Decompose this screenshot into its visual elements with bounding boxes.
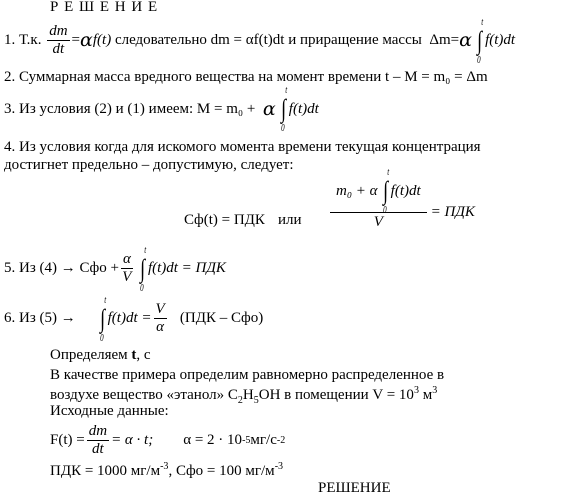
integral-lower-limit: 0	[139, 282, 144, 294]
fraction-denominator: V	[122, 269, 132, 285]
item-2: 2. Суммарная масса вредного вещества на момент времени t – M = m₀ = Δm	[4, 69, 488, 85]
alpha-symbol: α	[80, 29, 93, 51]
item-5-rhs: f(t)dt = ПДК	[147, 260, 226, 276]
fraction-denominator: V	[373, 214, 383, 230]
fraction-denominator: dt	[92, 441, 104, 457]
or-word: или	[278, 212, 302, 228]
integral-upper-limit: t	[103, 294, 106, 306]
pdk-value: ПДК = 1000 мг/м	[50, 463, 161, 479]
integral-sign: ∫ t 0	[139, 244, 147, 294]
item-1-middle-text: следовательно dm = αf(t)dt и приращение массы	[114, 32, 422, 48]
alpha-over-v-fraction	[121, 252, 133, 285]
superscript: 3	[432, 385, 438, 396]
subscript: 5	[253, 395, 259, 406]
example-text: OH в помещении V = 10	[258, 387, 414, 403]
integral-lower-limit: 0	[382, 205, 387, 216]
item-3-text: 3. Из условия (2) и (1) имеем: M = m₀ +	[4, 100, 256, 117]
superscript: -3	[274, 461, 284, 472]
v-over-alpha-fraction	[154, 302, 167, 335]
function-ft: f(t)	[92, 32, 112, 48]
ft-line	[50, 424, 285, 457]
define-variable: t	[131, 347, 137, 363]
integral-lower-limit: 0	[280, 123, 285, 134]
numerator-text: m₀ + α	[336, 182, 378, 199]
integrand: f(t)dt	[288, 100, 319, 117]
fraction-numerator: dm	[49, 23, 68, 39]
item-5	[4, 244, 226, 294]
item-1-tk: Т.к.	[19, 32, 42, 48]
integral-lower-limit: 0	[477, 54, 481, 66]
fraction-numerator: α	[122, 251, 131, 267]
ft-rhs: = α · t;	[111, 432, 154, 448]
fraction-numerator: dm	[88, 423, 108, 439]
fraction-numerator: V	[155, 301, 165, 317]
subscript: 2	[237, 395, 243, 406]
integral-sign: ∫ t 0	[382, 167, 389, 216]
example-text: м	[418, 387, 433, 403]
dm-dt-fraction	[47, 24, 69, 57]
define-suffix: , c	[136, 347, 151, 363]
equals-sign: =	[71, 32, 81, 48]
concentration-fraction	[330, 167, 475, 230]
ft-lhs: F(t) =	[50, 432, 85, 448]
example-text: воздухе вещество «этанол» C	[50, 387, 238, 403]
pdk-line	[50, 462, 283, 479]
integral-sign: ∫ t 0	[99, 294, 106, 344]
dm-dt-fraction	[87, 424, 109, 457]
integral-upper-limit: t	[481, 16, 484, 28]
item-5-lead: 5. Из (4) → Cфо +	[4, 260, 119, 276]
superscript: -5	[242, 434, 251, 446]
fraction-numerator	[330, 167, 427, 216]
integral-upper-limit: t	[144, 244, 147, 256]
equals-pdk: = ПДК	[430, 203, 475, 220]
alpha-unit: мг/с	[250, 432, 277, 448]
integral-sign: ∫ t 0	[477, 16, 484, 66]
define-t-line	[50, 348, 151, 363]
page-title: Р Е Ш Е Н И Е	[50, 0, 159, 15]
alpha-symbol: α	[262, 97, 276, 120]
integrand: f(t)dt	[485, 32, 516, 48]
item-6-mid: f(t)dt =	[107, 310, 152, 326]
initial-data-heading: Исходные данные:	[50, 403, 169, 419]
alpha-symbol: α	[459, 29, 472, 51]
cfo-value: , Cфо = 100 мг/м	[168, 463, 275, 479]
item-6	[4, 294, 264, 344]
integral-upper-limit: t	[386, 167, 389, 178]
alpha-value: α = 2 · 10	[183, 432, 243, 448]
item-4-line-1: 4. Из условия когда для искомого момента времени текущая концентрация	[4, 139, 481, 155]
item-6-rhs: (ПДК – Cфо)	[179, 310, 264, 326]
example-text: H	[242, 387, 254, 403]
integrand: f(t)dt	[390, 182, 421, 199]
superscript: -2	[276, 434, 286, 446]
item-4-line-2: достигнет предельно – допустимую, следует:	[4, 157, 294, 173]
superscript: 3	[413, 385, 419, 396]
superscript: -3	[160, 461, 169, 472]
item-3	[4, 85, 319, 134]
integral-sign: ∫ t 0	[280, 85, 287, 134]
fraction-denominator: dt	[52, 41, 65, 57]
delta-m-label: Δm=	[429, 32, 460, 48]
item-6-lead: 6. Из (5) →	[4, 310, 76, 326]
item-1-number: 1.	[4, 32, 16, 48]
fraction-denominator: α	[156, 319, 165, 335]
example-line-1: В качестве примера определим равномерно распределенное в	[50, 367, 445, 383]
integral-upper-limit: t	[284, 85, 287, 96]
cf-equals-pdk: Cф(t) = ПДК	[184, 212, 265, 228]
bottom-title: РЕШЕНИЕ	[318, 480, 391, 496]
define-prefix: Определяем	[50, 347, 128, 363]
item-1	[4, 16, 516, 66]
integral-lower-limit: 0	[99, 332, 104, 344]
